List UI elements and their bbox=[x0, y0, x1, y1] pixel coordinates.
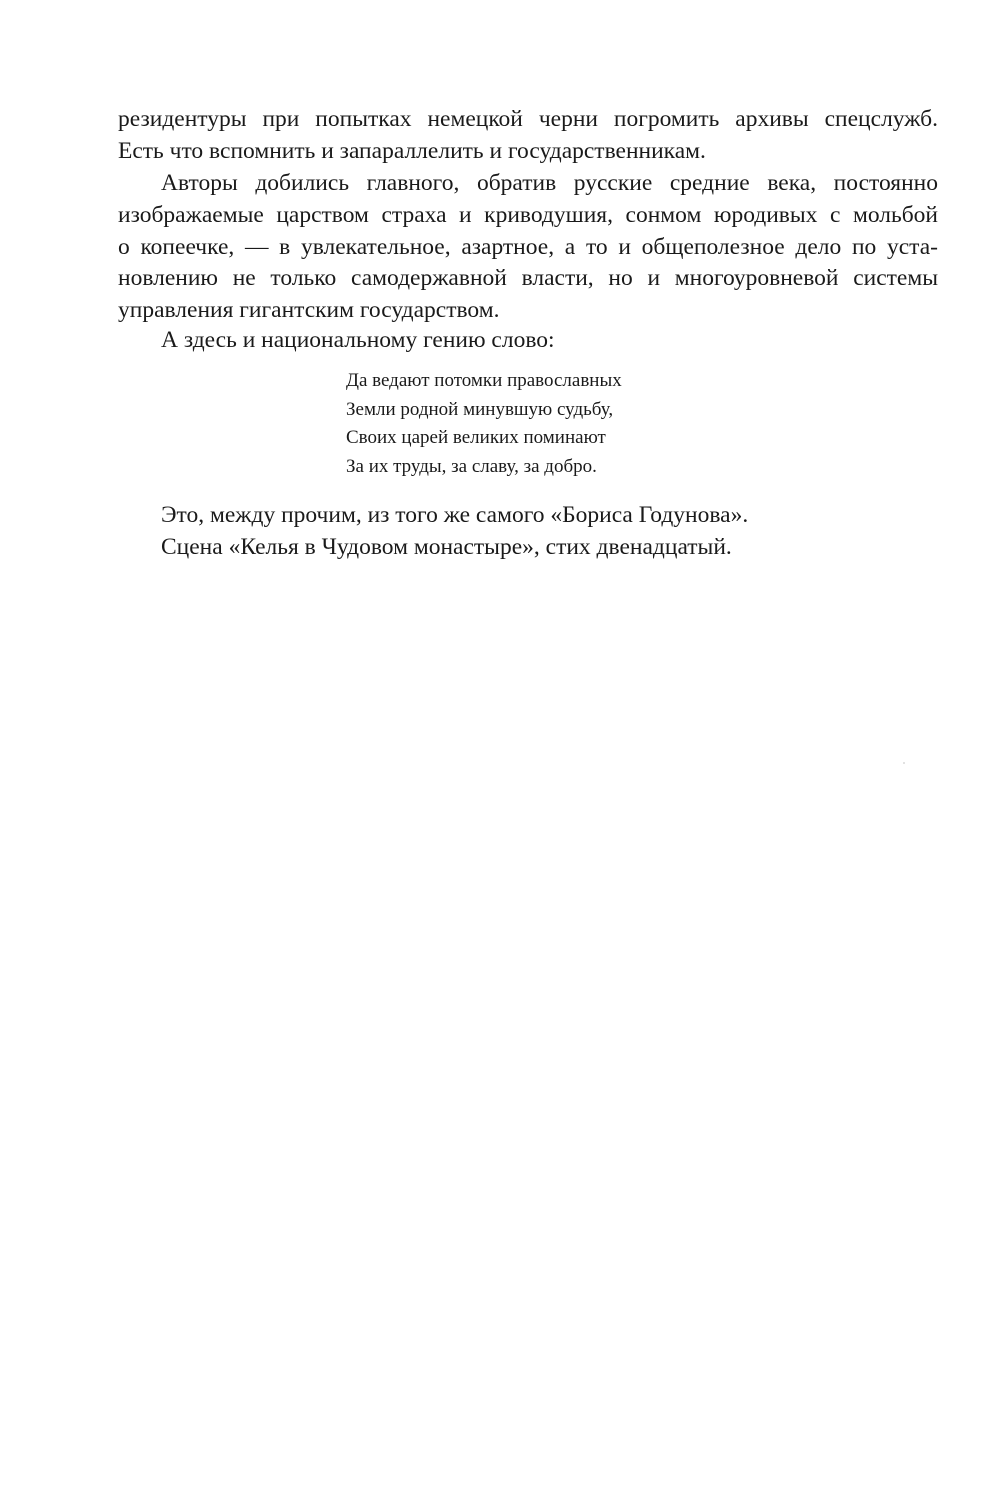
paragraph-line: управления гигантским государством. bbox=[118, 297, 500, 323]
paragraph-line: новлению не только самодержавной власти, но и многоуровневой системы bbox=[118, 265, 938, 291]
verse-line: Своих царей великих поминают bbox=[346, 427, 606, 448]
paragraph-line: о копеечке, — в увлекательное, азартное, а то и общеполезное дело по уста- bbox=[118, 234, 938, 260]
paragraph-line: А здесь и национальному гению слово: bbox=[161, 327, 555, 353]
verse-line: За их труды, за славу, за добро. bbox=[346, 456, 597, 477]
verse-line: Да ведают потомки православных bbox=[346, 370, 622, 391]
paper-speck bbox=[903, 762, 905, 764]
paragraph-line: Есть что вспомнить и запараллелить и государственникам. bbox=[118, 138, 706, 164]
verse-line: Земли родной минувшую судьбу, bbox=[346, 399, 614, 420]
paragraph-line: изображаемые царством страха и криводушия, сонмом юродивых с мольбой bbox=[118, 202, 938, 228]
paragraph-line: Авторы добились главного, обратив русские средние века, постоянно bbox=[161, 170, 938, 196]
paragraph-line: Сцена «Келья в Чудовом монастыре», стих двенадцатый. bbox=[161, 534, 732, 560]
paragraph-line: резидентуры при попытках немецкой черни погромить архивы спецслужб. bbox=[118, 106, 938, 132]
paragraph-line: Это, между прочим, из того же самого «Бориса Годунова». bbox=[161, 502, 749, 528]
